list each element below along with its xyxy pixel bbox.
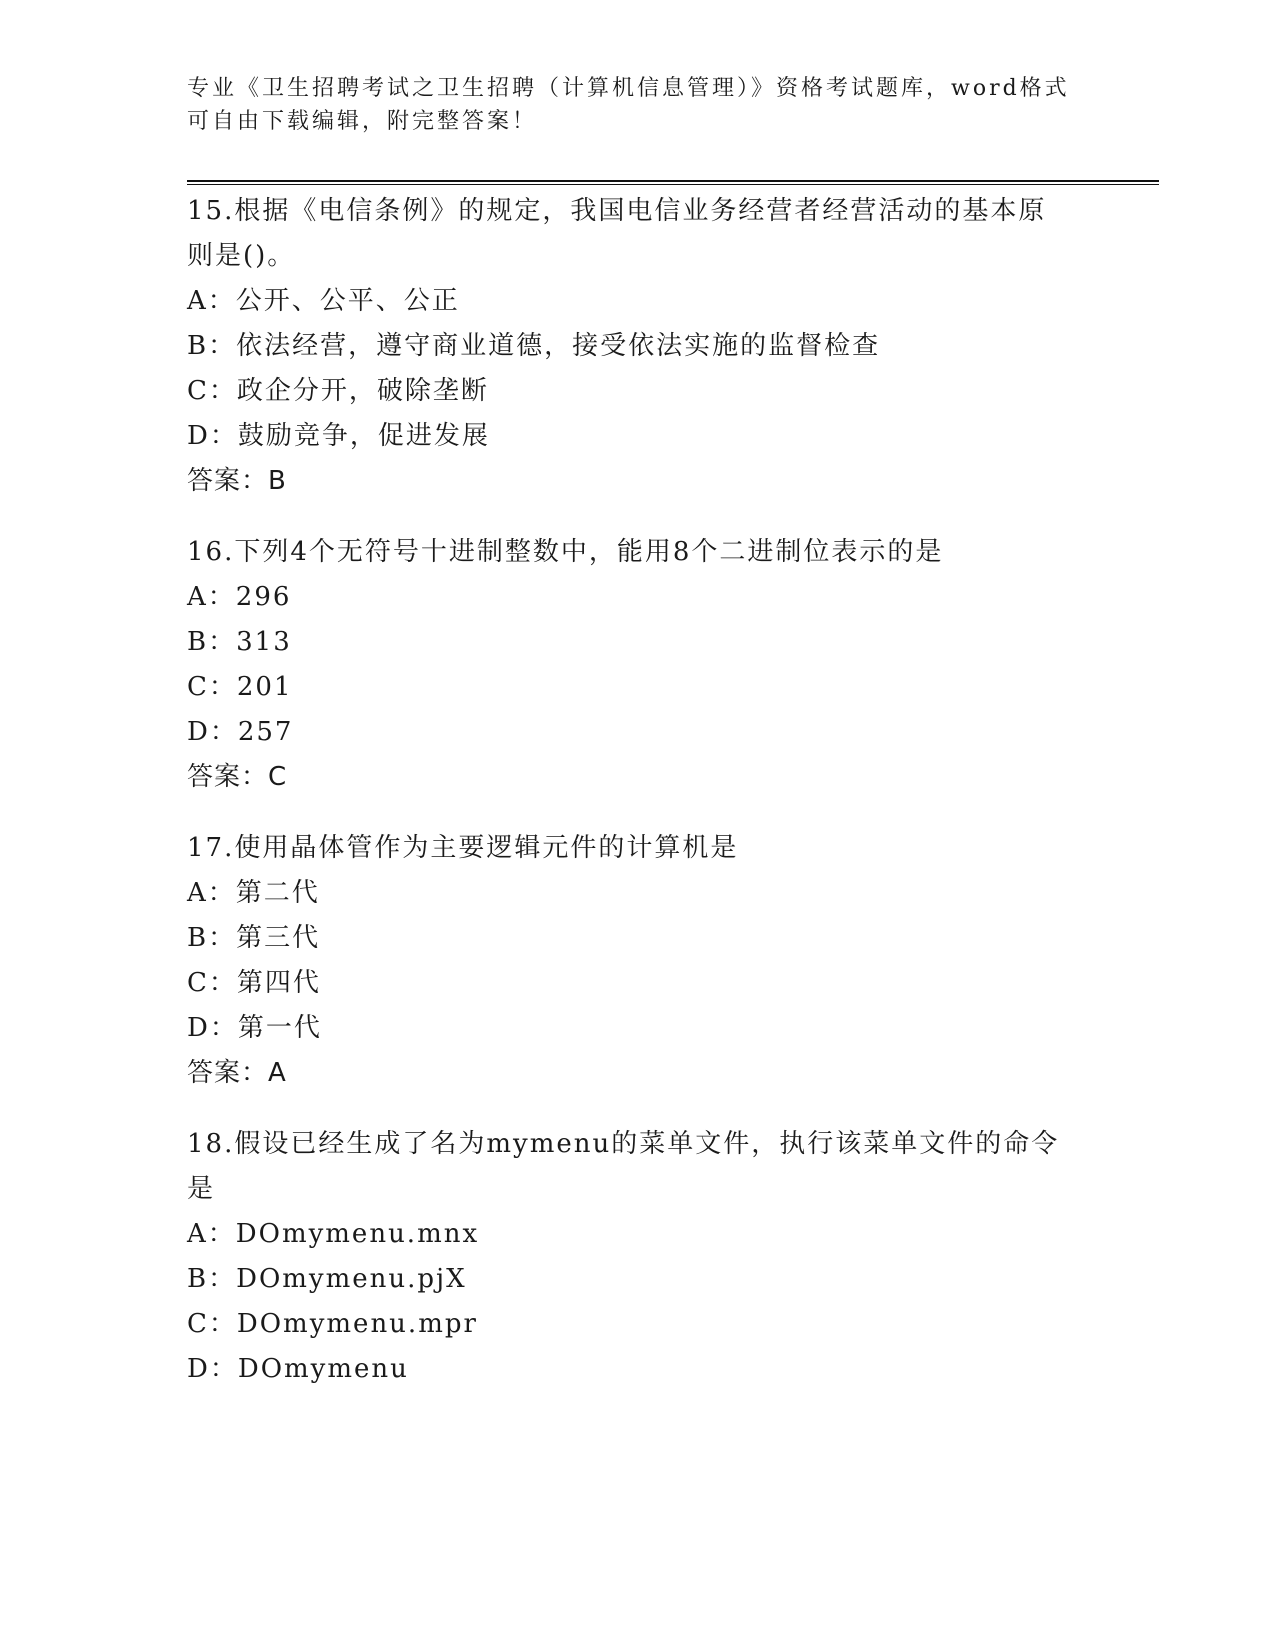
question-stem-line: 16.下列4个无符号十进制整数中，能用8个二进制位表示的是 <box>187 537 944 567</box>
answer-line: 答案：C <box>187 762 288 792</box>
question-17 <box>187 826 1087 1096</box>
option-a: A：DOmymenu.mnx <box>187 1219 480 1249</box>
option-d: D：鼓励竞争，促进发展 <box>187 421 490 451</box>
option-d: D：第一代 <box>187 1013 322 1043</box>
document-header <box>187 72 1070 138</box>
question-stem-line: 18.假设已经生成了名为mymenu的菜单文件，执行该菜单文件的命令 <box>187 1129 1060 1159</box>
option-a: A：296 <box>187 582 292 612</box>
header-line-1: 专业《卫生招聘考试之卫生招聘（计算机信息管理）》资格考试题库，word格式 <box>187 76 1070 101</box>
question-18 <box>187 1122 1087 1392</box>
option-d: D：257 <box>187 717 294 747</box>
option-c: C：第四代 <box>187 968 321 998</box>
question-stem-line: 15.根据《电信条例》的规定，我国电信业务经营者经营活动的基本原 <box>187 196 1047 226</box>
option-c: C：DOmymenu.mpr <box>187 1309 478 1339</box>
header-divider-thick <box>187 180 1159 182</box>
answer-line: 答案：B <box>187 466 287 496</box>
question-16 <box>187 530 1087 800</box>
question-15 <box>187 189 1087 504</box>
answer-line: 答案：A <box>187 1058 287 1088</box>
header-line-2: 可自由下载编辑，附完整答案！ <box>187 109 538 134</box>
question-stem-line: 则是()。 <box>187 241 296 271</box>
header-divider-thin <box>187 184 1159 185</box>
question-stem-line: 是 <box>187 1174 216 1204</box>
option-a: A：公开、公平、公正 <box>187 286 460 316</box>
question-stem-line: 17.使用晶体管作为主要逻辑元件的计算机是 <box>187 833 739 863</box>
option-c: C：政企分开，破除垄断 <box>187 376 489 406</box>
option-d: D：DOmymenu <box>187 1354 409 1384</box>
question-list <box>187 189 1087 1418</box>
option-b: B：313 <box>187 627 292 657</box>
option-b: B：DOmymenu.pjX <box>187 1264 467 1294</box>
option-c: C：201 <box>187 672 293 702</box>
option-b: B：第三代 <box>187 923 321 953</box>
option-a: A：第二代 <box>187 878 320 908</box>
option-b: B：依法经营，遵守商业道德，接受依法实施的监督检查 <box>187 331 881 361</box>
